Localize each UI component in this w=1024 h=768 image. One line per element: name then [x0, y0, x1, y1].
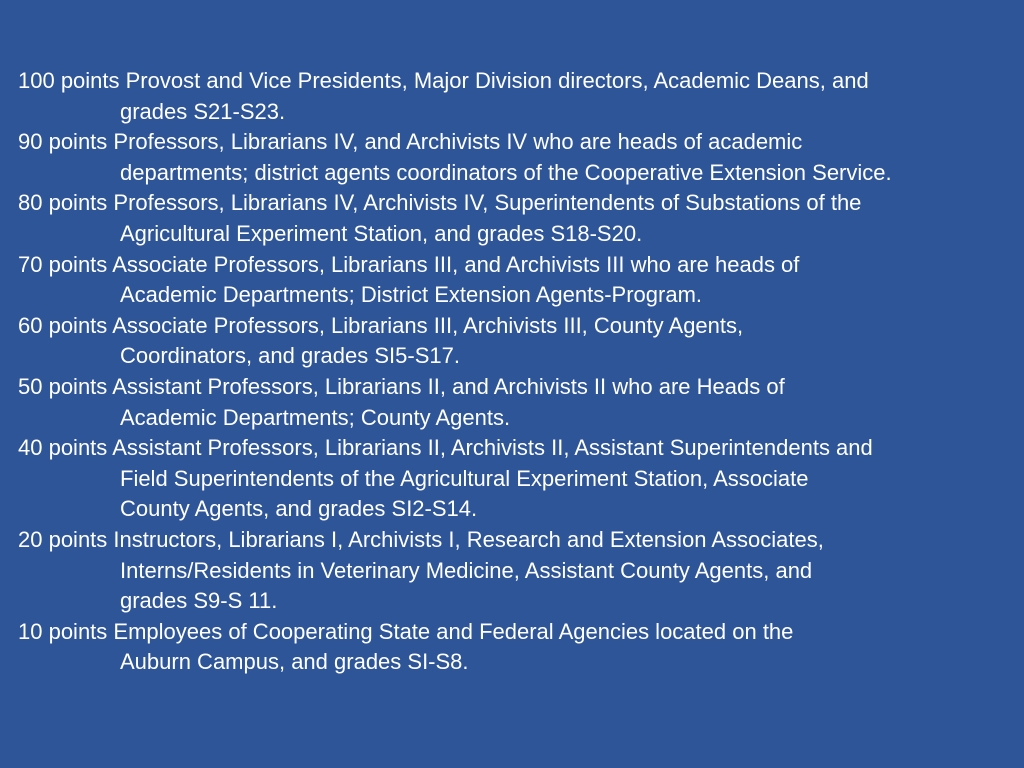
points-entry-100: [18, 66, 1020, 127]
entry-line: departments; district agents coordinators of the Cooperative Extension Service.: [120, 159, 892, 185]
entry-line: Interns/Residents in Veterinary Medicine, Assistant County Agents, and: [120, 557, 813, 583]
entry-line: 70 points Associate Professors, Librarians III, and Archivists III who are heads of: [18, 251, 800, 277]
entry-line: Academic Departments; County Agents.: [120, 404, 511, 430]
entry-line: 80 points Professors, Librarians IV, Archivists IV, Superintendents of Substations of the: [18, 190, 862, 216]
entry-line: 60 points Associate Professors, Librarians III, Archivists III, County Agents,: [18, 312, 744, 338]
points-entry-40: [18, 433, 1020, 525]
points-entry-80: [18, 188, 1020, 249]
entry-line: grades S9-S 11.: [120, 588, 278, 614]
points-entry-10: [18, 617, 1020, 678]
entry-line: 50 points Assistant Professors, Librarians II, and Archivists II who are Heads of: [18, 373, 785, 399]
entry-line: 40 points Assistant Professors, Librarians II, Archivists II, Assistant Superintendents and: [18, 435, 873, 461]
points-list: [18, 66, 1020, 678]
entry-line: grades S21-S23.: [120, 98, 286, 124]
entry-line: 10 points Employees of Cooperating State and Federal Agencies located on the: [18, 618, 794, 644]
entry-line: 20 points Instructors, Librarians I, Archivists I, Research and Extension Associates,: [18, 526, 824, 552]
entry-line: Agricultural Experiment Station, and grades S18-S20.: [120, 220, 643, 246]
entry-line: Coordinators, and grades SI5-S17.: [120, 343, 460, 369]
points-entry-60: [18, 311, 1020, 372]
entry-line: Academic Departments; District Extension Agents-Program.: [120, 282, 703, 308]
points-entry-20: [18, 525, 1020, 617]
points-entry-90: [18, 127, 1020, 188]
points-entry-50: [18, 372, 1020, 433]
entry-line: 90 points Professors, Librarians IV, and Archivists IV who are heads of academic: [18, 129, 803, 155]
entry-line: Field Superintendents of the Agricultural Experiment Station, Associate: [120, 465, 809, 491]
entry-line: Auburn Campus, and grades SI-S8.: [120, 649, 469, 675]
points-entry-70: [18, 250, 1020, 311]
entry-line: County Agents, and grades SI2-S14.: [120, 496, 478, 522]
entry-line: 100 points Provost and Vice Presidents, Major Division directors, Academic Deans, and: [18, 68, 869, 93]
